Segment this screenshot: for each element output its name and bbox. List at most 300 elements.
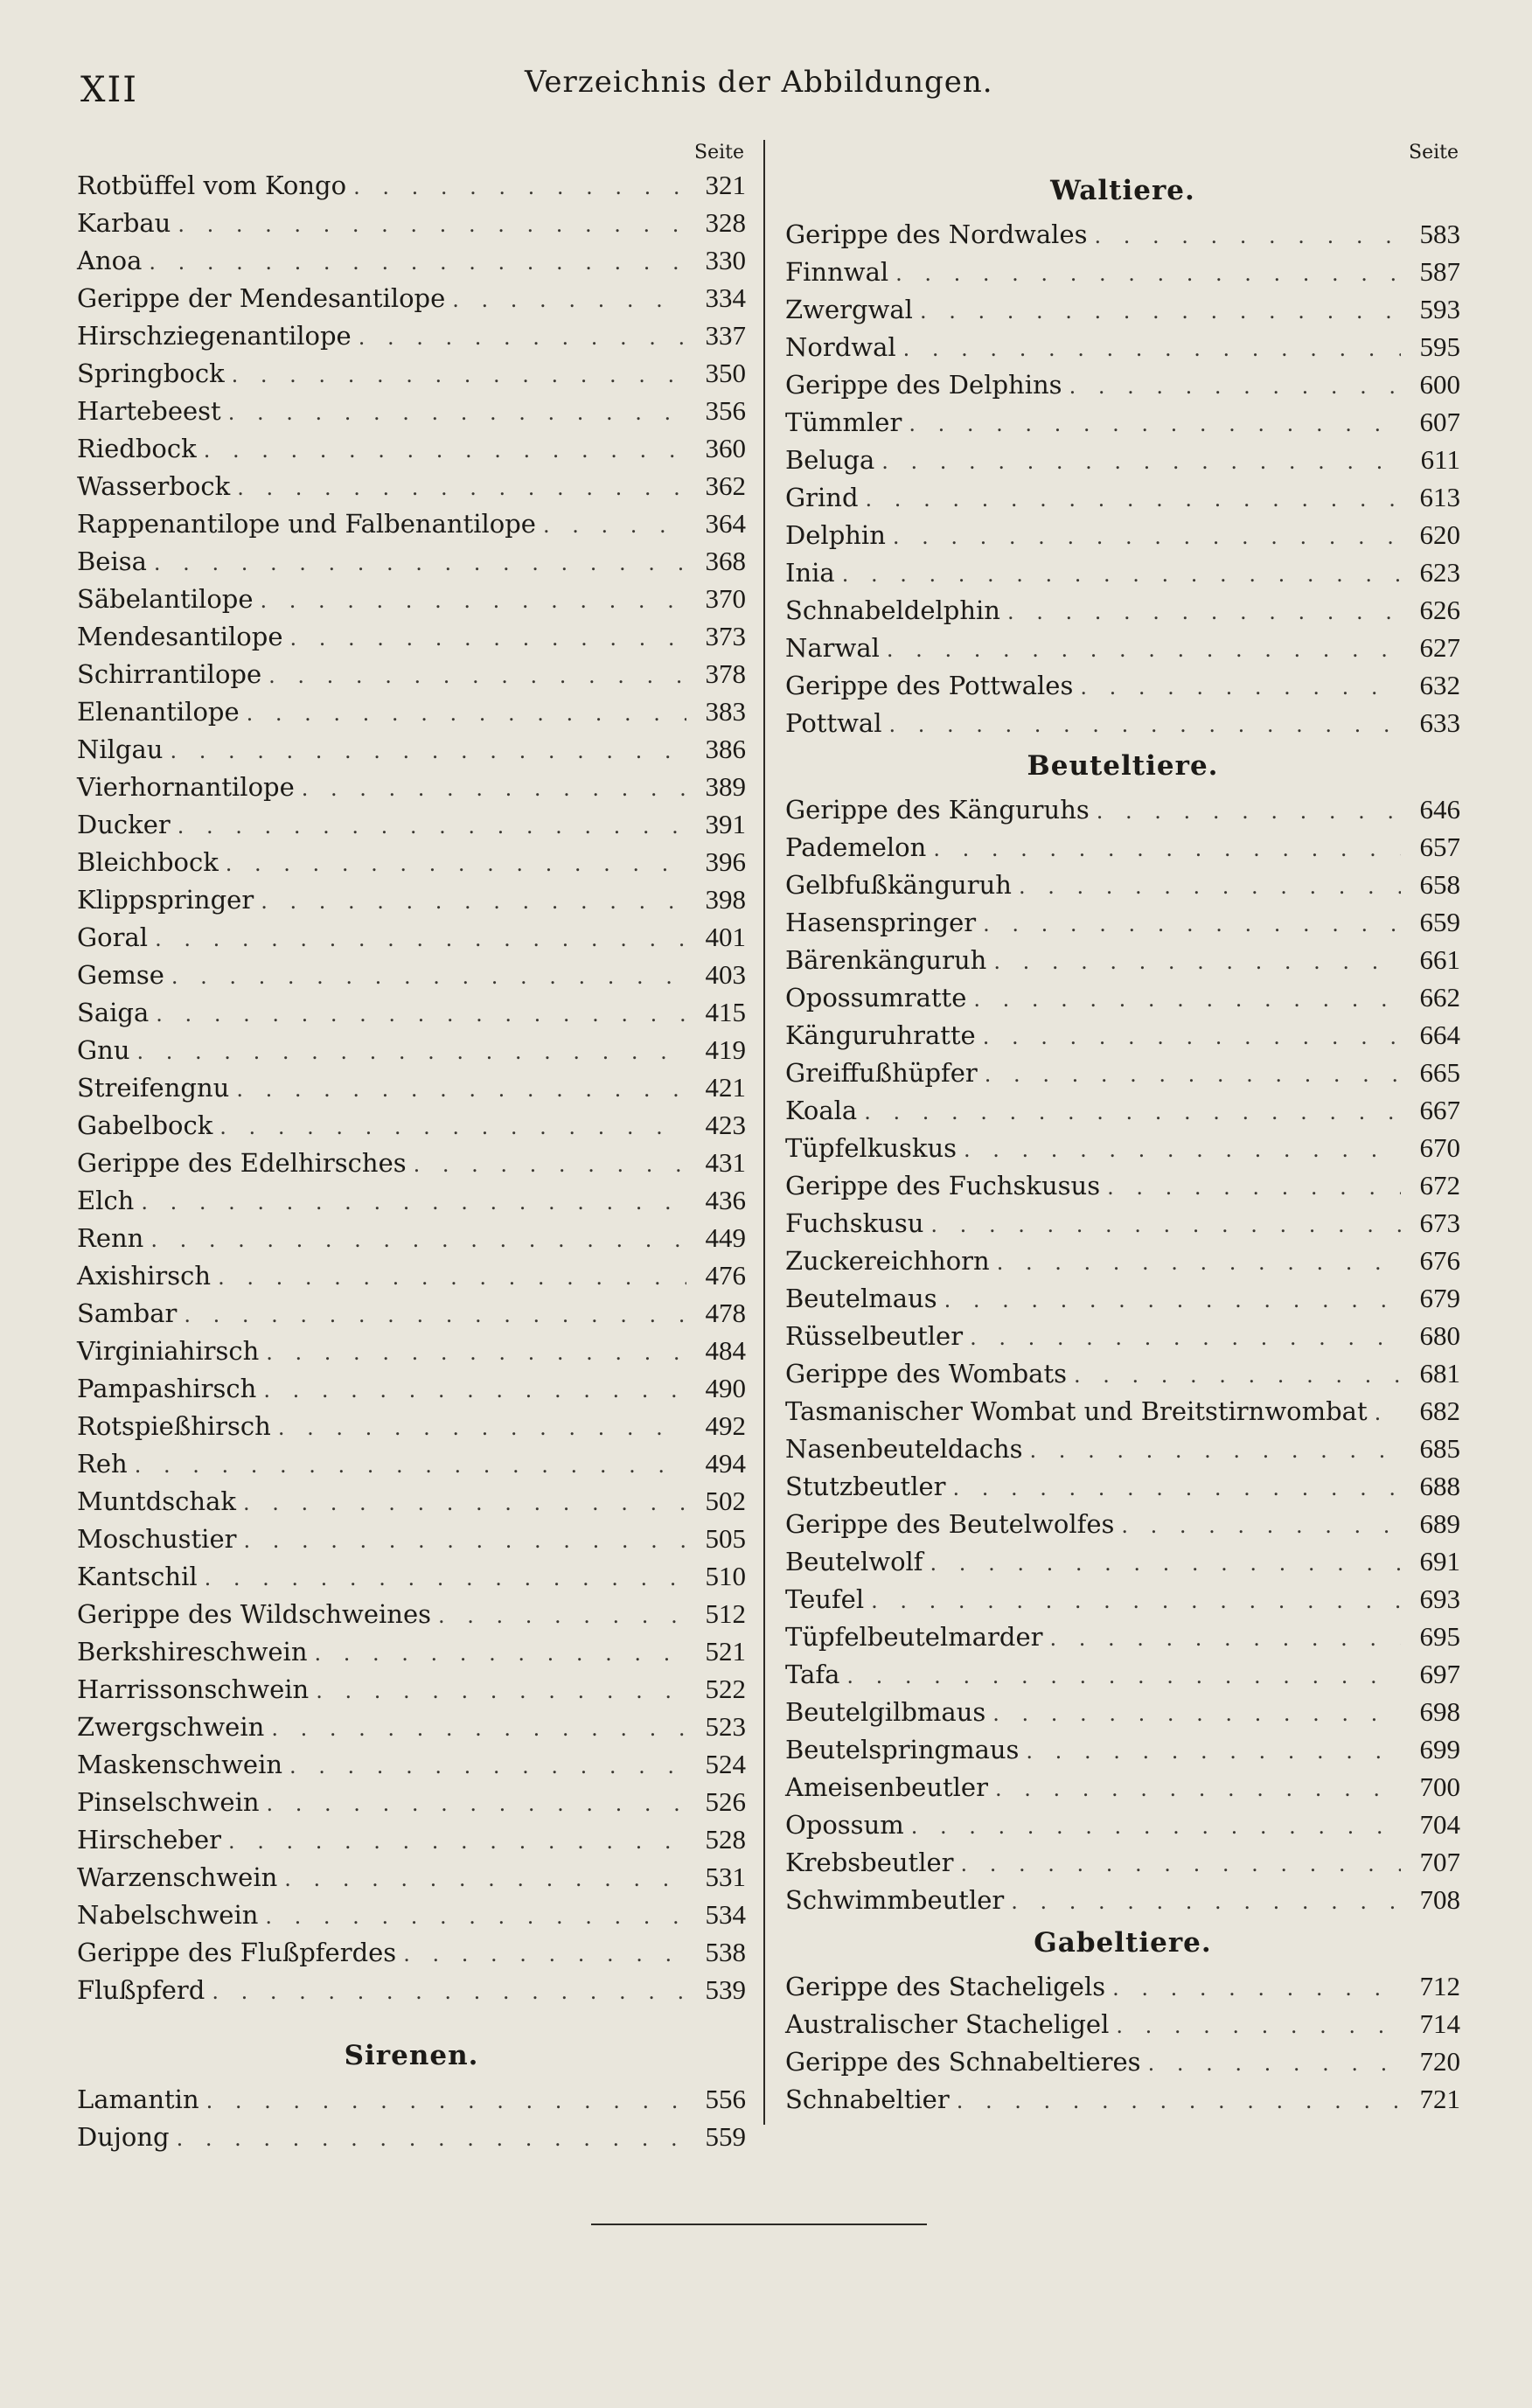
dot-leader [895, 255, 1401, 293]
dot-leader [864, 1094, 1401, 1131]
toc-entry [77, 317, 746, 354]
toc-entry [785, 790, 1460, 828]
dot-leader [205, 1560, 686, 1597]
dot-leader [930, 1207, 1401, 1244]
toc-entry [785, 1204, 1460, 1242]
entry-label: Hirschziegenantilope [77, 321, 352, 351]
toc-entry [77, 429, 746, 467]
entry-label: Inia [785, 558, 835, 588]
entry-page-number: 700 [1419, 1771, 1460, 1802]
entry-label: Säbelantilope [77, 584, 254, 614]
entry-label: Tafa [785, 1660, 840, 1689]
entry-page-number: 620 [1419, 519, 1460, 550]
entry-page-number: 321 [705, 170, 746, 200]
entry-label: Warzenschwein [77, 1862, 278, 1892]
entry-label: Tümmler [785, 407, 902, 437]
entry-page-number: 632 [1419, 670, 1460, 700]
entry-label: Gerippe des Wombats [785, 1359, 1067, 1388]
dot-leader [263, 1372, 686, 1409]
dot-leader [266, 1334, 686, 1372]
entry-label: Renn [77, 1223, 144, 1253]
toc-entry [785, 215, 1460, 253]
entry-label: Goral [77, 922, 149, 952]
entry-label: Harrissonschwein [77, 1674, 310, 1704]
entry-label: Beluga [785, 445, 875, 475]
entry-label: Gerippe des Delphins [785, 370, 1062, 400]
entry-page-number: 383 [705, 696, 746, 727]
entry-page-number: 512 [705, 1598, 746, 1629]
dot-leader [995, 1771, 1401, 1808]
dot-leader [156, 996, 686, 1033]
dot-leader [881, 443, 1401, 481]
entry-page-number: 522 [705, 1674, 746, 1704]
entry-page-number: 449 [705, 1222, 746, 1253]
entry-page-number: 528 [705, 1824, 746, 1855]
entry-page-number: 600 [1419, 369, 1460, 400]
dot-leader [206, 2083, 686, 2120]
dot-leader [414, 1146, 686, 1184]
toc-entry [77, 542, 746, 580]
entry-page-number: 697 [1419, 1659, 1460, 1689]
entry-label: Pinselschwein [77, 1787, 260, 1817]
entry-label: Schirrantilope [77, 659, 262, 689]
section-title-waltiere: Waltiere. [1050, 175, 1195, 206]
entry-page-number: 613 [1419, 482, 1460, 512]
dot-leader [137, 1033, 686, 1071]
entry-label: Zwergschwein [77, 1712, 265, 1742]
entry-label: Gerippe des Pottwales [785, 671, 1074, 700]
entry-page-number: 646 [1419, 794, 1460, 825]
entry-label: Gelbfußkänguruh [785, 870, 1012, 900]
entry-page-number: 689 [1419, 1508, 1460, 1539]
entry-label: Gerippe des Känguruhs [785, 795, 1090, 825]
dot-leader [184, 1297, 686, 1334]
toc-entry [77, 1482, 746, 1520]
toc-entry [77, 166, 746, 204]
dot-leader [970, 1319, 1401, 1357]
dot-leader [135, 1447, 686, 1485]
dot-leader [1121, 1507, 1401, 1545]
toc-entry [785, 1430, 1460, 1467]
toc-entry [77, 843, 746, 880]
running-title: Verzeichnis der Abbildungen. [525, 65, 993, 100]
entry-page-number: 502 [705, 1486, 746, 1516]
entry-label: Vierhornantilope [77, 772, 295, 802]
entry-label: Australischer Stacheligel [785, 2009, 1110, 2039]
entry-label: Kantschil [77, 1562, 198, 1591]
entry-label: Bleichbock [77, 847, 219, 877]
toc-entry [785, 290, 1460, 328]
dot-leader [452, 282, 686, 319]
toc-entry [77, 692, 746, 730]
entry-label: Elenantilope [77, 697, 240, 727]
entry-label: Gerippe des Edelhirsches [77, 1148, 407, 1178]
toc-entry [785, 328, 1460, 365]
entry-page-number: 698 [1419, 1696, 1460, 1727]
entry-label: Riedbock [77, 434, 197, 463]
dot-leader [315, 1635, 686, 1673]
entry-label: Bärenkänguruh [785, 945, 987, 975]
entry-page-number: 378 [705, 658, 746, 689]
entry-page-number: 658 [1419, 869, 1460, 900]
entry-label: Finnwal [785, 257, 889, 287]
dot-leader [983, 1019, 1401, 1056]
entry-label: Mendesantilope [77, 622, 283, 651]
entry-label: Dujong [77, 2122, 170, 2152]
dot-leader [141, 1184, 686, 1221]
dot-leader [985, 1056, 1401, 1094]
dot-leader [302, 770, 686, 808]
dot-leader [154, 545, 686, 582]
dot-leader [983, 906, 1401, 943]
dot-leader [893, 518, 1401, 556]
toc-entry [77, 1031, 746, 1068]
dot-leader [178, 808, 686, 846]
toc-entry [77, 655, 746, 692]
toc-entry [77, 1632, 746, 1670]
entry-page-number: 587 [1419, 256, 1460, 287]
toc-entry [785, 1129, 1460, 1166]
toc-entry [77, 2118, 746, 2155]
toc-entry [77, 1745, 746, 1783]
toc-entry [77, 1444, 746, 1482]
entry-page-number: 559 [705, 2121, 746, 2152]
toc-entry [785, 1580, 1460, 1618]
entry-page-number: 593 [1419, 294, 1460, 324]
toc-entry [785, 1279, 1460, 1317]
toc-entry [77, 956, 746, 993]
dot-leader [278, 1409, 686, 1447]
toc-entry [785, 591, 1460, 629]
dot-leader [957, 2083, 1401, 2120]
entry-page-number: 386 [705, 734, 746, 764]
entry-page-number: 667 [1419, 1095, 1460, 1125]
entry-page-number: 419 [705, 1034, 746, 1065]
entry-page-number: 373 [705, 621, 746, 651]
toc-entry [77, 1896, 746, 1933]
bottom-rule [591, 2224, 927, 2225]
entry-label: Anoa [77, 246, 143, 275]
toc-entry [785, 253, 1460, 290]
toc-entry [77, 993, 746, 1031]
entry-page-number: 661 [1419, 944, 1460, 975]
entry-page-number: 672 [1419, 1170, 1460, 1201]
entry-page-number: 521 [705, 1636, 746, 1667]
toc-entry [785, 1054, 1460, 1091]
entry-label: Reh [77, 1449, 128, 1479]
entry-label: Zwergwal [785, 295, 913, 324]
entry-label: Grind [785, 483, 859, 512]
toc-entry [785, 629, 1460, 666]
dot-leader [1050, 1620, 1402, 1658]
entry-page-number: 337 [705, 320, 746, 351]
entry-label: Opossumratte [785, 983, 967, 1013]
entry-label: Hartebeest [77, 396, 221, 426]
entry-label: Narwal [785, 633, 880, 663]
toc-entry [77, 1971, 746, 2008]
entry-label: Nasenbeuteldachs [785, 1434, 1023, 1464]
toc-entry [785, 553, 1460, 591]
toc-entry [785, 365, 1460, 403]
entry-label: Pottwal [785, 708, 882, 738]
dot-leader [237, 470, 686, 507]
entry-label: Stutzbeutler [785, 1472, 946, 1501]
entry-page-number: 436 [705, 1185, 746, 1215]
entry-label: Saiga [77, 998, 150, 1027]
entry-list [785, 1967, 1460, 2118]
entry-label: Axishirsch [77, 1261, 212, 1291]
toc-entry [77, 1520, 746, 1557]
entry-page-number: 695 [1419, 1621, 1460, 1652]
entry-page-number: 714 [1419, 2008, 1460, 2039]
entry-page-number: 401 [705, 922, 746, 952]
dot-leader [177, 2120, 686, 2158]
entry-page-number: 626 [1419, 595, 1460, 625]
entry-page-number: 389 [705, 771, 746, 802]
entry-page-number: 682 [1419, 1395, 1460, 1426]
entry-page-number: 693 [1419, 1583, 1460, 1614]
entry-label: Beutelwolf [785, 1547, 923, 1576]
entry-label: Beutelgilbmaus [785, 1697, 986, 1727]
toc-entry [785, 1881, 1460, 1918]
entry-page-number: 505 [705, 1523, 746, 1554]
entry-label: Sambar [77, 1298, 178, 1328]
dot-leader [403, 1936, 686, 1973]
dot-leader [973, 981, 1401, 1019]
entry-page-number: 523 [705, 1711, 746, 1742]
entry-page-number: 680 [1419, 1320, 1460, 1351]
toc-entry [785, 478, 1460, 516]
dot-leader [171, 958, 686, 996]
dot-leader [219, 1109, 686, 1146]
toc-entry [785, 1091, 1460, 1129]
toc-entry [785, 978, 1460, 1016]
entry-label: Maskenschwein [77, 1750, 283, 1779]
entry-page-number: 526 [705, 1786, 746, 1817]
toc-entry [785, 1806, 1460, 1843]
entry-page-number: 350 [705, 358, 746, 388]
toc-entry [77, 354, 746, 392]
toc-entry [785, 1242, 1460, 1279]
entry-label: Tüpfelbeutelmarder [785, 1622, 1043, 1652]
page-number: XII [80, 70, 139, 110]
entry-label: Tasmanischer Wombat und Breitstirnwombat [785, 1396, 1368, 1426]
entry-label: Ducker [77, 810, 171, 839]
dot-leader [1011, 1883, 1401, 1921]
section-title-sirenen: Sirenen. [344, 2040, 479, 2071]
toc-entry [785, 903, 1460, 941]
dot-leader [261, 582, 686, 620]
dot-leader [226, 846, 686, 883]
dot-leader [204, 432, 686, 470]
dot-leader [866, 481, 1401, 518]
dot-leader [268, 658, 686, 695]
dot-leader [543, 507, 686, 545]
dot-leader [178, 206, 686, 244]
dot-leader [218, 1259, 686, 1297]
left-column [77, 140, 746, 2155]
toc-entry [77, 768, 746, 805]
entry-label: Tüpfelkuskus [785, 1133, 958, 1163]
entry-label: Greiffußhüpfer [785, 1058, 978, 1088]
toc-entry [77, 805, 746, 843]
entry-label: Gabelbock [77, 1110, 213, 1140]
toc-entry [785, 1655, 1460, 1693]
dot-leader [316, 1673, 686, 1710]
entry-page-number: 681 [1419, 1358, 1460, 1388]
entry-page-number: 691 [1419, 1546, 1460, 1576]
toc-entry [785, 1016, 1460, 1054]
entry-label: Schwimmbeutler [785, 1885, 1005, 1915]
dot-leader [228, 1823, 686, 1861]
entry-page-number: 679 [1419, 1283, 1460, 1313]
entry-page-number: 334 [705, 282, 746, 313]
entry-label: Gerippe des Schnabeltieres [785, 2047, 1141, 2077]
entry-label: Rotspießhirsch [77, 1411, 271, 1441]
toc-entry [77, 918, 746, 956]
entry-page-number: 415 [705, 997, 746, 1027]
entry-page-number: 665 [1419, 1057, 1460, 1088]
entry-page-number: 364 [705, 508, 746, 539]
toc-entry [785, 1730, 1460, 1768]
entry-page-number: 391 [705, 809, 746, 839]
page-column-label: Seite [694, 142, 744, 164]
entry-page-number: 664 [1419, 1020, 1460, 1050]
entry-label: Flußpferd [77, 1975, 205, 2005]
dot-leader [1030, 1432, 1401, 1470]
toc-entry [785, 2005, 1460, 2043]
toc-entry [785, 866, 1460, 903]
toc-entry [77, 1708, 746, 1745]
entry-page-number: 330 [705, 245, 746, 275]
toc-entry [77, 1068, 746, 1106]
dot-leader [267, 1785, 686, 1823]
entry-label: Moschustier [77, 1524, 237, 1554]
entry-page-number: 688 [1419, 1471, 1460, 1501]
dot-leader [155, 921, 686, 958]
toc-entry [77, 1933, 746, 1971]
entry-page-number: 403 [705, 959, 746, 990]
entry-label: Pademelon [785, 832, 927, 862]
toc-entry [77, 1858, 746, 1896]
dot-leader [953, 1470, 1402, 1507]
entry-label: Nabelschwein [77, 1900, 259, 1930]
dot-leader [1069, 368, 1401, 406]
entry-label: Muntdschak [77, 1486, 236, 1516]
entry-label: Hirscheber [77, 1825, 221, 1855]
toc-entry [77, 1181, 746, 1219]
dot-leader [846, 1658, 1401, 1695]
entry-page-number: 524 [705, 1749, 746, 1779]
toc-entry [77, 1557, 746, 1595]
dot-leader [232, 357, 686, 394]
toc-entry [785, 403, 1460, 441]
entry-page-number: 476 [705, 1260, 746, 1291]
entry-label: Gerippe des Flußpferdes [77, 1938, 397, 1967]
entry-page-number: 423 [705, 1110, 746, 1140]
entry-label: Elch [77, 1186, 135, 1215]
entry-page-number: 712 [1419, 1971, 1460, 2001]
entry-label: Lamantin [77, 2084, 199, 2114]
entry-label: Nilgau [77, 734, 164, 764]
entry-page-number: 721 [1419, 2084, 1460, 2114]
toc-entry [785, 1542, 1460, 1580]
dot-leader [243, 1485, 686, 1522]
dot-leader [889, 706, 1402, 744]
toc-entry [785, 1317, 1460, 1354]
dot-leader [1375, 1395, 1401, 1432]
dot-leader [909, 406, 1401, 443]
toc-entry [77, 467, 746, 505]
toc-entry [77, 1670, 746, 1708]
entry-list [77, 166, 746, 2008]
entry-label: Pampashirsch [77, 1374, 257, 1403]
toc-entry [77, 241, 746, 279]
entry-page-number: 494 [705, 1448, 746, 1479]
entry-label: Gerippe der Mendesantilope [77, 283, 446, 313]
entry-page-number: 659 [1419, 907, 1460, 937]
toc-entry [785, 704, 1460, 741]
entry-label: Krebsbeutler [785, 1848, 954, 1877]
entry-page-number: 431 [705, 1147, 746, 1178]
entry-page-number: 708 [1419, 1884, 1460, 1915]
toc-entry [785, 1618, 1460, 1655]
entry-label: Delphin [785, 520, 886, 550]
entry-label: Rappenantilope und Falbenantilope [77, 509, 536, 539]
entry-label: Wasserbock [77, 471, 231, 501]
entry-label: Gerippe des Wildschweines [77, 1599, 431, 1629]
toc-entry [785, 1392, 1460, 1430]
dot-leader [911, 1808, 1401, 1846]
entry-page-number: 370 [705, 583, 746, 614]
entry-label: Beutelmaus [785, 1284, 937, 1313]
dot-leader [247, 695, 686, 733]
entry-label: Karbau [77, 208, 171, 238]
toc-entry [77, 730, 746, 768]
toc-entry [785, 1166, 1460, 1204]
entry-page-number: 611 [1420, 444, 1460, 475]
entry-page-number: 362 [705, 470, 746, 501]
entry-label: Fuchskusu [785, 1208, 924, 1238]
entry-page-number: 673 [1419, 1207, 1460, 1238]
entry-label: Beutelspringmaus [785, 1735, 1020, 1764]
dot-leader [964, 1131, 1401, 1169]
entry-page-number: 699 [1419, 1734, 1460, 1764]
entry-label: Zuckereichhorn [785, 1246, 990, 1276]
toc-entry [77, 1595, 746, 1632]
dot-leader [1097, 793, 1401, 831]
toc-entry [77, 2080, 746, 2118]
toc-entry [77, 1256, 746, 1294]
dot-leader [1112, 1970, 1401, 2008]
entry-label: Gerippe des Beutelwolfes [785, 1509, 1115, 1539]
dot-leader [903, 331, 1401, 368]
entry-page-number: 356 [705, 395, 746, 426]
entry-page-number: 492 [705, 1410, 746, 1441]
dot-leader [842, 556, 1401, 594]
dot-leader [920, 293, 1401, 331]
dot-leader [887, 631, 1401, 669]
dot-leader [150, 1221, 686, 1259]
entry-label: Virginiahirsch [77, 1336, 260, 1366]
toc-entry [77, 1219, 746, 1256]
toc-entry [77, 1820, 746, 1858]
entry-label: Nordwal [785, 332, 896, 362]
dot-leader [284, 1861, 686, 1898]
toc-entry [785, 1967, 1460, 2005]
entry-page-number: 662 [1419, 982, 1460, 1013]
entry-label: Berkshireschwein [77, 1637, 308, 1667]
